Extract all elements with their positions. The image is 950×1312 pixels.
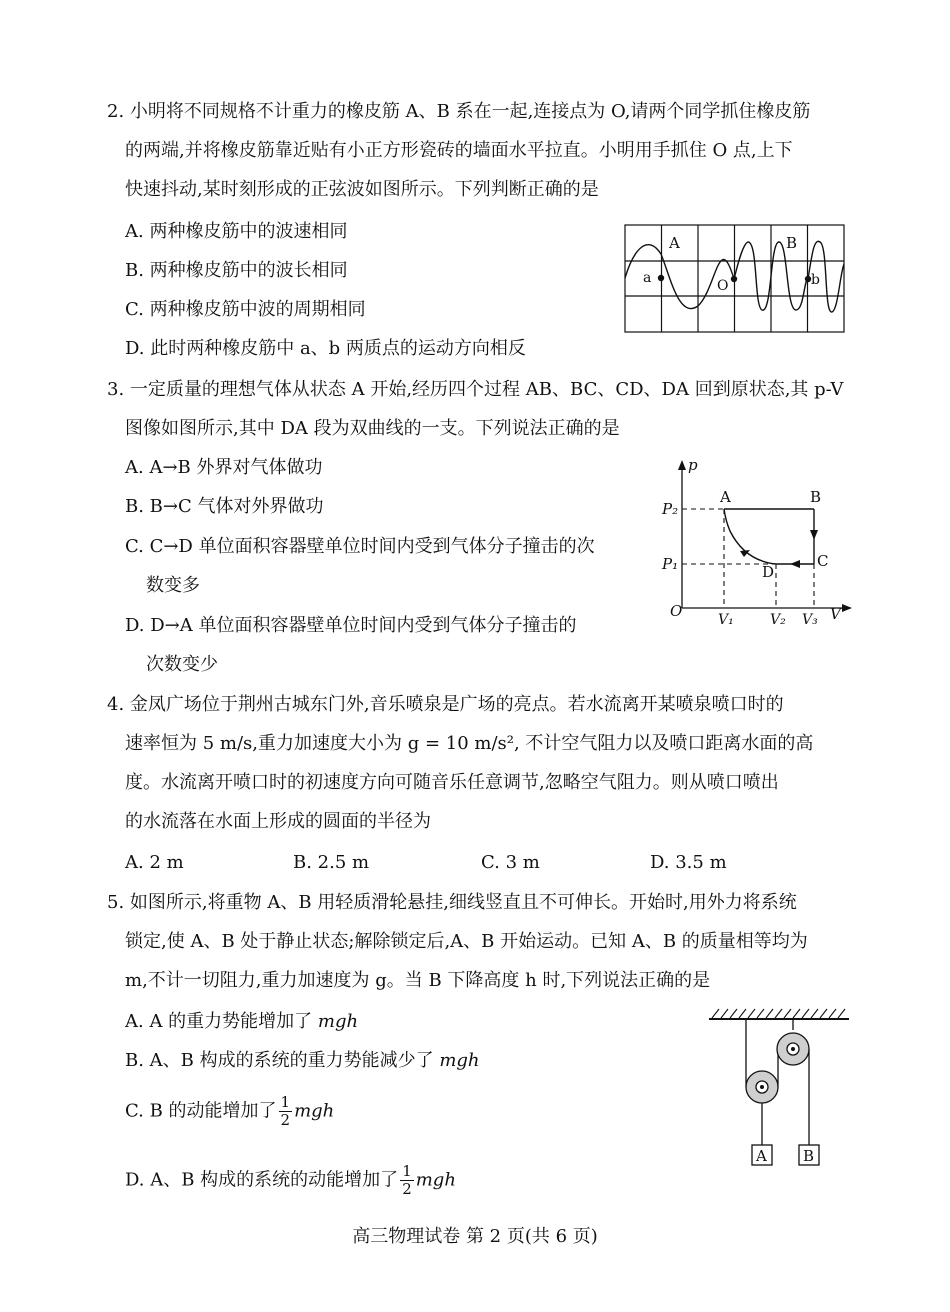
- q5-option-a-math: mgh: [317, 1011, 359, 1032]
- q5-pulley-figure: [704, 1005, 854, 1170]
- q5-option-c: [125, 1094, 334, 1129]
- label-v2: V₂: [770, 612, 786, 628]
- point-a: [658, 275, 664, 281]
- q5-option-d: [125, 1163, 456, 1198]
- weight-b-label: B: [803, 1147, 815, 1165]
- weight-a-label: A: [756, 1147, 767, 1165]
- q4-option-d: D. 3.5 m: [650, 852, 727, 873]
- q2-wave-figure: [624, 224, 846, 334]
- pulley-upper: [777, 1033, 809, 1065]
- q4-option-b: B. 2.5 m: [293, 852, 370, 873]
- q5-option-b-math: mgh: [439, 1050, 480, 1071]
- fraction-half: [279, 1094, 293, 1129]
- pulley-lower: [746, 1071, 778, 1103]
- fraction-half: [400, 1163, 414, 1198]
- q4-stem-line-4: 的水流落在水面上形成的圆面的半径为: [125, 811, 431, 832]
- q5-option-d-math: mgh: [415, 1169, 456, 1191]
- label-v1: V₁: [718, 612, 734, 628]
- q5-option-b: [125, 1049, 480, 1073]
- q4-option-c: C. 3 m: [481, 852, 540, 873]
- fraction-numerator: 1: [280, 1093, 291, 1111]
- label-point-a: a: [643, 270, 652, 286]
- label-p2: P₂: [662, 500, 679, 518]
- q5-option-d-text: D. A、B 构成的系统的动能增加了: [125, 1169, 399, 1191]
- q4-option-a: A. 2 m: [125, 852, 184, 873]
- label-rubber-b: B: [786, 234, 798, 252]
- axis-label-p: p: [688, 456, 698, 474]
- q2-option-c: C. 两种橡皮筋中波的周期相同: [125, 299, 366, 320]
- q5-stem-line-3: m,不计一切阻力,重力加速度为 g。当 B 下降高度 h 时,下列说法正确的是: [125, 970, 711, 991]
- axis-origin: O: [670, 602, 683, 620]
- q5-option-a: [125, 1010, 358, 1034]
- point-o: [731, 276, 737, 282]
- label-point-b: b: [811, 272, 820, 288]
- q4-stem-line-1: 4. 金凤广场位于荆州古城东门外,音乐喷泉是广场的亮点。若水流离开某喷泉喷口时的: [107, 694, 784, 715]
- state-a: A: [720, 488, 731, 506]
- axis-label-v: V: [830, 605, 841, 623]
- q2-option-b: B. 两种橡皮筋中的波长相同: [125, 260, 348, 281]
- q5-stem-line-1: 5. 如图所示,将重物 A、B 用轻质滑轮悬挂,细线竖直且不可伸长。开始时,用外力将系统: [107, 892, 797, 913]
- q2-option-a: A. 两种橡皮筋中的波速相同: [125, 221, 348, 242]
- q5-option-b-text: B. A、B 构成的系统的重力势能减少了: [125, 1050, 440, 1071]
- q3-option-a: A. A→B 外界对气体做功: [125, 457, 323, 478]
- label-v3: V₃: [802, 612, 818, 628]
- q3-option-c-cont: 数变多: [146, 575, 200, 596]
- label-rubber-a: A: [669, 234, 680, 252]
- q3-option-d-cont: 次数变少: [146, 654, 218, 675]
- q5-stem-line-2: 锁定,使 A、B 处于静止状态;解除锁定后,A、B 开始运动。已知 A、B 的质量相等均为: [125, 931, 808, 952]
- q2-stem-line-3: 快速抖动,某时刻形成的正弦波如图所示。下列判断正确的是: [125, 179, 599, 200]
- fraction-denominator: 2: [402, 1180, 412, 1198]
- q3-stem-line-2: 图像如图所示,其中 DA 段为双曲线的一支。下列说法正确的是: [125, 418, 620, 439]
- fraction-numerator: 1: [402, 1162, 412, 1180]
- label-p1: P₁: [662, 555, 679, 573]
- q5-option-c-text: C. B 的动能增加了: [125, 1100, 277, 1122]
- state-c: C: [817, 552, 829, 570]
- q3-stem-line-1: 3. 一定质量的理想气体从状态 A 开始,经历四个过程 AB、BC、CD、DA 回到原状态,其 p-V: [107, 379, 844, 400]
- q2-option-d: D. 此时两种橡皮筋中 a、b 两质点的运动方向相反: [125, 338, 526, 359]
- state-d: D: [762, 563, 775, 581]
- q2-stem-line-1: 2. 小明将不同规格不计重力的橡皮筋 A、B 系在一起,连接点为 O,请两个同学抓住橡皮筋: [107, 101, 811, 122]
- fraction-denominator: 2: [280, 1111, 291, 1129]
- q3-option-d: D. D→A 单位面积容器壁单位时间内受到气体分子撞击的: [125, 615, 577, 636]
- q3-option-b: B. B→C 气体对外界做功: [125, 496, 324, 517]
- q5-option-c-math: mgh: [294, 1100, 335, 1122]
- q5-option-a-text: A. A 的重力势能增加了: [125, 1011, 318, 1032]
- q4-stem-line-3: 度。水流离开喷口时的初速度方向可随音乐任意调节,忽略空气阻力。则从喷口喷出: [125, 772, 779, 793]
- q3-option-c: C. C→D 单位面积容器壁单位时间内受到气体分子撞击的次: [125, 536, 595, 557]
- q2-stem-line-2: 的两端,并将橡皮筋靠近贴有小正方形瓷砖的墙面水平拉直。小明用手抓住 O 点,上下: [125, 140, 793, 161]
- label-point-o: O: [717, 278, 729, 294]
- q4-stem-line-2: 速率恒为 5 m/s,重力加速度大小为 g = 10 m/s², 不计空气阻力以及喷口距离水面的高: [125, 733, 814, 754]
- q3-pv-figure: [660, 456, 860, 630]
- state-b: B: [810, 488, 822, 506]
- page-footer: 高三物理试卷 第 2 页(共 6 页): [352, 1226, 598, 1247]
